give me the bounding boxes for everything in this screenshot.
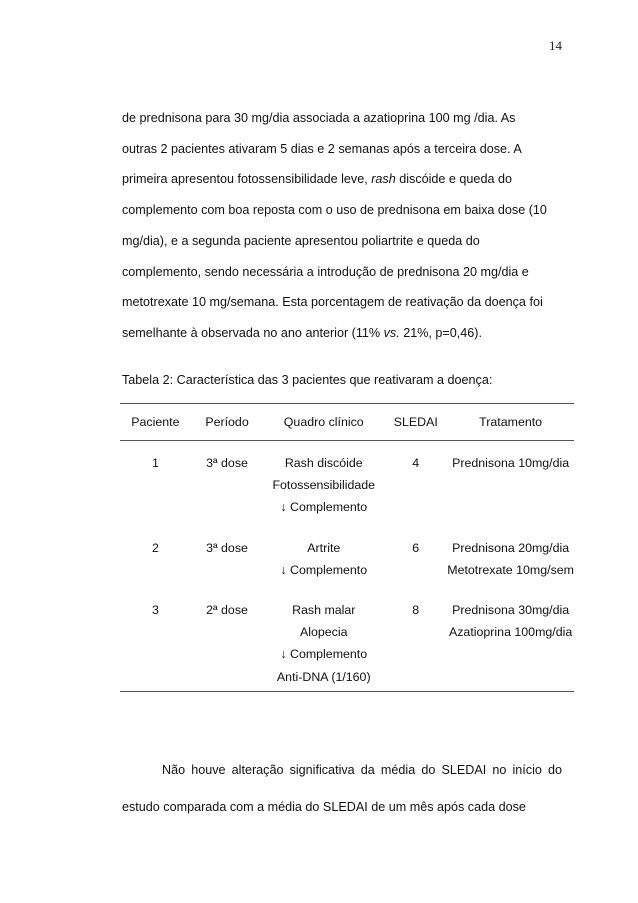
quadro-item: Anti-DNA (1/160)	[276, 669, 371, 684]
paragraph-text: discóide e queda do	[395, 172, 512, 187]
cell-periodo: 3ª dose	[206, 456, 248, 470]
patients-table	[120, 403, 574, 692]
quadro-item: ↓ Complemento	[280, 500, 368, 515]
quadro-item: Rash malar	[292, 603, 356, 618]
cell-sledai: 8	[384, 581, 447, 691]
tratamento-item: Prednisona 30mg/dia	[452, 603, 570, 618]
quadro-item: Rash discóide	[284, 456, 363, 470]
paragraph-line	[122, 318, 562, 349]
tratamento-item: Prednisona 10mg/dia	[452, 456, 570, 470]
header-quadro-clinico: Quadro clínico	[263, 404, 384, 441]
cell-quadro	[263, 441, 384, 519]
paragraph-line	[122, 752, 562, 826]
paragraph-line: complemento, sendo necessária a introdução de prednisona 20 mg/dia e	[122, 264, 529, 279]
table-row	[120, 519, 574, 581]
paragraph-text: primeira apresentou fotossensibilidade leve,	[122, 172, 372, 187]
table-row	[120, 441, 574, 519]
header-paciente: Paciente	[120, 404, 191, 441]
paragraph-line: metotrexate 10 mg/semana. Esta porcentagem de reativação da doença foi	[122, 295, 543, 310]
paragraph-text: semelhante à observada no ano anterior (11%	[122, 325, 384, 340]
cell-periodo: 2ª dose	[191, 581, 263, 691]
cell-paciente: 2	[151, 540, 159, 555]
paragraph-text: 21%, p=0,46).	[399, 325, 482, 340]
body-paragraph	[122, 103, 562, 349]
paragraph-text: estudo comparada com a média do SLEDAI de um mês após cada dose	[122, 800, 526, 814]
paragraph-line: de prednisona para 30 mg/dia associada a azatioprina 100 mg /dia. As	[122, 111, 516, 125]
cell-paciente: 1	[151, 456, 159, 470]
table-row	[120, 581, 574, 691]
cell-sledai: 4	[412, 456, 420, 470]
cell-tratamento	[447, 581, 574, 691]
table-header-row	[120, 404, 574, 441]
header-tratamento: Tratamento	[447, 404, 574, 441]
page-number: 14	[549, 38, 562, 53]
quadro-item: ↓ Complemento	[280, 562, 368, 577]
quadro-item: Fotossensibilidade	[272, 478, 376, 493]
cell-tratamento	[447, 441, 574, 519]
italic-term: vs.	[383, 325, 400, 340]
tratamento-item: Metotrexate 10mg/sem	[447, 562, 574, 577]
quadro-item: ↓ Complemento	[280, 647, 368, 662]
paragraph-line	[122, 164, 562, 195]
cell-tratamento	[447, 519, 574, 581]
cell-quadro	[263, 519, 384, 581]
header-periodo: Período	[191, 404, 263, 441]
cell-sledai: 6	[412, 540, 420, 555]
header-sledai: SLEDAI	[384, 404, 447, 441]
tratamento-item: Azatioprina 100mg/dia	[448, 625, 573, 640]
italic-term: rash	[371, 172, 396, 187]
cell-quadro	[263, 581, 384, 691]
table-caption: Tabela 2: Característica das 3 pacientes que reativaram a doença:	[122, 373, 493, 387]
paragraph-line: complemento com boa reposta com o uso de prednisona em baixa dose (10	[122, 203, 547, 218]
quadro-item: Alopecia	[299, 625, 348, 640]
body-paragraph-2	[122, 752, 562, 826]
paragraph-text: Não houve alteração significativa da média do SLEDAI no início do	[162, 763, 562, 777]
cell-periodo: 3ª dose	[206, 540, 248, 555]
cell-paciente: 3	[120, 581, 191, 691]
quadro-item: Artrite	[307, 540, 341, 555]
paragraph-line: outras 2 pacientes ativaram 5 dias e 2 semanas após a terceira dose. A	[122, 141, 522, 156]
paragraph-line: mg/dia), e a segunda paciente apresentou poliartrite e queda do	[122, 233, 480, 248]
tratamento-item: Prednisona 20mg/dia	[452, 540, 570, 555]
